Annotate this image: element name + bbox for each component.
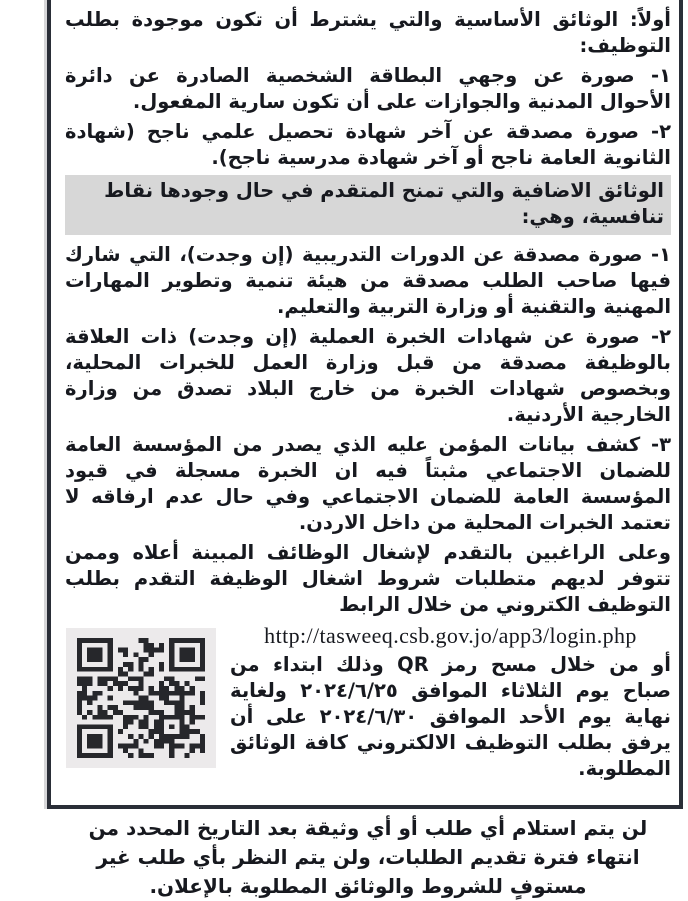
basic-doc-item-1: ١- صورة عن وجهي البطاقة الشخصية الصادرة عن دائرة الأحوال المدنية والجوازات على أن تكون سارية المفعول. xyxy=(65,64,671,113)
document-frame xyxy=(47,0,683,898)
qr-instructions: أو من خلال مسح رمز QR وذلك ابتداء من صباح يوم الثلاثاء الموافق ٢٠٢٤/٦/٢٥ ولغاية نهاية يوم الأحد الموافق ٢٠٢٤/٦/٣٠ على أن يرفق بطلب التوظيف الالكتروني كافة الوثائق المطلوبة. xyxy=(230,653,672,780)
additional-section-title: الوثائق الاضافية والتي تمنح المتقدم في حال وجودها نقاط تنافسية، وهي: xyxy=(65,175,671,235)
qr-code-icon xyxy=(66,628,216,768)
qr-section xyxy=(65,622,671,786)
basic-doc-item-2: ٢- صورة مصدقة عن آخر شهادة تحصيل علمي ناجح (شهادة الثانوية العامة ناجح أو آخر شهادة مدرسية ناجح). xyxy=(65,120,671,169)
apply-instructions: وعلى الراغبين بالتقدم لإشغال الوظائف المبينة أعلاه وممن تتوفر لديهم متطلبات شروط اشغال الوظيفة التقدم بطلب التوظيف الكتروني من خلال الرابط xyxy=(65,541,671,616)
footer-warning: لن يتم استلام أي طلب أو أي وثيقة بعد التاريخ المحدد من انتهاء فترة تقديم الطلبات، ولن يتم النظر بأي طلب غير مستوفٍ للشروط والوثائق المطلوبة بالإعلان. xyxy=(88,816,648,898)
additional-doc-item-2: ٢- صورة عن شهادات الخبرة العملية (إن وجدت) ذات العلاقة بالوظيفة مصدقة من قبل وزارة العمل للخبرات المحلية، وبخصوص شهادات الخبرة من خارج البلاد تصدق من وزارة الخارجية الأردنية. xyxy=(65,325,671,426)
additional-doc-item-1: ١- صورة مصدقة عن الدورات التدريبية (إن وجدت)، التي شارك فيها صاحب الطلب مصدقة من هيئة تنمية وتطوير المهارات المهنية والتقنية أو وزارة التربية والتعليم. xyxy=(65,243,671,318)
application-url: http://tasweeq.csb.gov.jo/app3/login.php xyxy=(264,623,637,648)
additional-section-heading-row xyxy=(65,175,671,235)
basic-section-title: أولاً: الوثائق الأساسية والتي يشترط أن تكون موجودة بطلب التوظيف: xyxy=(65,8,671,57)
additional-doc-item-3: ٣- كشف بيانات المؤمن عليه الذي يصدر من المؤسسة العامة للضمان الاجتماعي مثبتاً فيه ان الخبرة مسجلة في قيود المؤسسة العامة للضمان الاجتماعي وفي حال عدم ارفاقه لا تعتمد الخبرات المحلية من داخل الاردن. xyxy=(65,433,671,534)
